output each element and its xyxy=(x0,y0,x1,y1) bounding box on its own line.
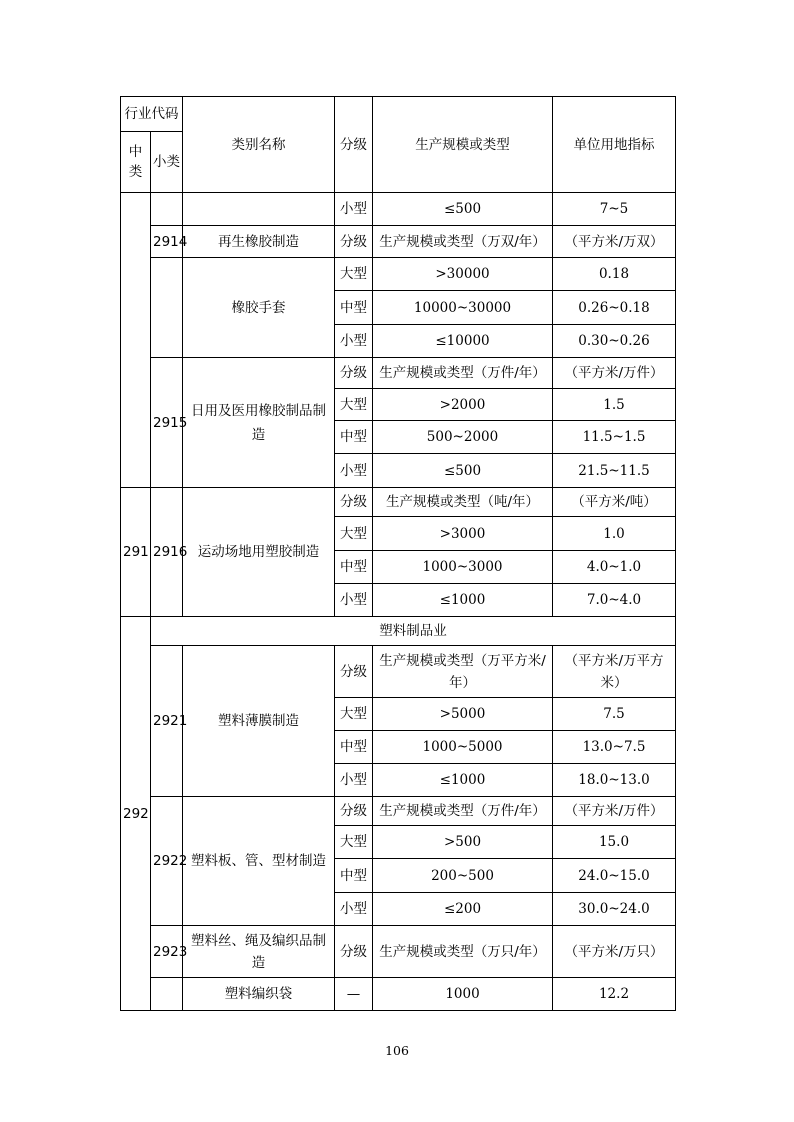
value-cell: 0.26~0.18 xyxy=(553,291,676,325)
grade-cell: 中型 xyxy=(335,731,373,764)
grade-header-2922: 分级 xyxy=(335,797,373,826)
grade-cell: 大型 xyxy=(335,389,373,421)
header-small-class: 小类 xyxy=(151,132,183,193)
grade-cell: 小型 xyxy=(335,584,373,617)
code-2921: 2921 xyxy=(151,646,183,797)
grade-cell: 大型 xyxy=(335,517,373,551)
grade-cell: 中型 xyxy=(335,859,373,893)
value-cell: 0.30~0.26 xyxy=(553,325,676,358)
value-cell: 7.0~4.0 xyxy=(553,584,676,617)
value-cell: 12.2 xyxy=(553,978,676,1011)
scale-cell: ≤500 xyxy=(373,193,553,226)
scale-cell: 1000 xyxy=(373,978,553,1011)
scale-header-2914: 生产规模或类型（万双/年） xyxy=(373,226,553,258)
scale-cell: 1000~5000 xyxy=(373,731,553,764)
scale-cell: ≤1000 xyxy=(373,584,553,617)
grade-cell: 小型 xyxy=(335,893,373,926)
value-cell: 13.0~7.5 xyxy=(553,731,676,764)
category-name-cell-blank xyxy=(183,193,335,226)
small-class-cell-blank xyxy=(151,258,183,358)
grade-header-2921: 分级 xyxy=(335,646,373,698)
scale-header-2916: 生产规模或类型（吨/年） xyxy=(373,488,553,517)
value-cell: 1.5 xyxy=(553,389,676,421)
grade-cell: — xyxy=(335,978,373,1011)
value-cell: 30.0~24.0 xyxy=(553,893,676,926)
name-2922: 塑料板、管、型材制造 xyxy=(183,797,335,926)
unit-2922: （平方米/万件） xyxy=(553,797,676,826)
value-cell: 18.0~13.0 xyxy=(553,764,676,797)
code-2914: 2914 xyxy=(151,226,183,258)
grade-cell: 小型 xyxy=(335,325,373,358)
header-mid-class xyxy=(121,132,151,193)
value-cell: 0.18 xyxy=(553,258,676,291)
grade-cell: 小型 xyxy=(335,764,373,797)
value-cell: 1.0 xyxy=(553,517,676,551)
grade-cell: 中型 xyxy=(335,291,373,325)
scale-cell: ≤1000 xyxy=(373,764,553,797)
unit-2923: （平方米/万只） xyxy=(553,926,676,978)
unit-2921: （平方米/万平方米） xyxy=(553,646,676,698)
grade-cell: 大型 xyxy=(335,258,373,291)
scale-cell: >2000 xyxy=(373,389,553,421)
scale-header-2922: 生产规模或类型（万件/年） xyxy=(373,797,553,826)
land-use-index-table xyxy=(120,96,676,1011)
value-cell: 7~5 xyxy=(553,193,676,226)
grade-header-2915: 分级 xyxy=(335,358,373,389)
scale-cell: >5000 xyxy=(373,698,553,731)
grade-header-2914: 分级 xyxy=(335,226,373,258)
scale-header-2921: 生产规模或类型（万平方米/年） xyxy=(373,646,553,698)
code-2915: 2915 xyxy=(151,358,183,488)
name-2915: 日用及医用橡胶制品制造 xyxy=(183,358,335,488)
scale-cell: ≤500 xyxy=(373,454,553,488)
code-2922: 2922 xyxy=(151,797,183,926)
mid-class-cell-blank-1 xyxy=(121,193,151,488)
name-2921: 塑料薄膜制造 xyxy=(183,646,335,797)
grade-cell: 小型 xyxy=(335,193,373,226)
mid-class-292: 292 xyxy=(121,617,151,1011)
value-cell: 11.5~1.5 xyxy=(553,421,676,454)
value-cell: 4.0~1.0 xyxy=(553,551,676,584)
name-2923: 塑料丝、绳及编织品制造 xyxy=(183,926,335,978)
scale-cell: 200~500 xyxy=(373,859,553,893)
section-title-plastics: 塑料制品业 xyxy=(151,617,676,646)
value-cell: 24.0~15.0 xyxy=(553,859,676,893)
scale-header-2923: 生产规模或类型（万只/年） xyxy=(373,926,553,978)
scale-cell: >500 xyxy=(373,826,553,859)
scale-cell: 1000~3000 xyxy=(373,551,553,584)
small-class-cell-blank xyxy=(151,978,183,1011)
grade-header-2923: 分级 xyxy=(335,926,373,978)
code-2923: 2923 xyxy=(151,926,183,978)
value-cell: 15.0 xyxy=(553,826,676,859)
header-scale: 生产规模或类型 xyxy=(373,97,553,193)
code-2916: 2916 xyxy=(151,488,183,617)
scale-cell: >30000 xyxy=(373,258,553,291)
header-land-index: 单位用地指标 xyxy=(553,97,676,193)
header-category-name: 类别名称 xyxy=(183,97,335,193)
page-number: 106 xyxy=(385,1043,409,1058)
small-class-cell-blank xyxy=(151,193,183,226)
scale-cell: ≤200 xyxy=(373,893,553,926)
name-2916: 运动场地用塑胶制造 xyxy=(183,488,335,617)
unit-2915: （平方米/万件） xyxy=(553,358,676,389)
scale-header-2915: 生产规模或类型（万件/年） xyxy=(373,358,553,389)
name-2914: 再生橡胶制造 xyxy=(183,226,335,258)
sub-name-woven-bags: 塑料编织袋 xyxy=(183,978,335,1011)
scale-cell: 500~2000 xyxy=(373,421,553,454)
unit-2916: （平方米/吨） xyxy=(553,488,676,517)
value-cell: 21.5~11.5 xyxy=(553,454,676,488)
grade-cell: 大型 xyxy=(335,826,373,859)
scale-cell: ≤10000 xyxy=(373,325,553,358)
header-industry-code: 行业代码 xyxy=(121,97,183,132)
value-cell: 7.5 xyxy=(553,698,676,731)
sub-name-rubber-gloves: 橡胶手套 xyxy=(183,258,335,358)
grade-cell: 中型 xyxy=(335,421,373,454)
header-grade: 分级 xyxy=(335,97,373,193)
grade-cell: 中型 xyxy=(335,551,373,584)
grade-cell: 大型 xyxy=(335,698,373,731)
grade-header-2916: 分级 xyxy=(335,488,373,517)
scale-cell: 10000~30000 xyxy=(373,291,553,325)
grade-cell: 小型 xyxy=(335,454,373,488)
unit-2914: （平方米/万双） xyxy=(553,226,676,258)
mid-class-291: 291 xyxy=(121,488,151,617)
scale-cell: >3000 xyxy=(373,517,553,551)
header-mid-class-text: 中类 xyxy=(128,144,143,180)
